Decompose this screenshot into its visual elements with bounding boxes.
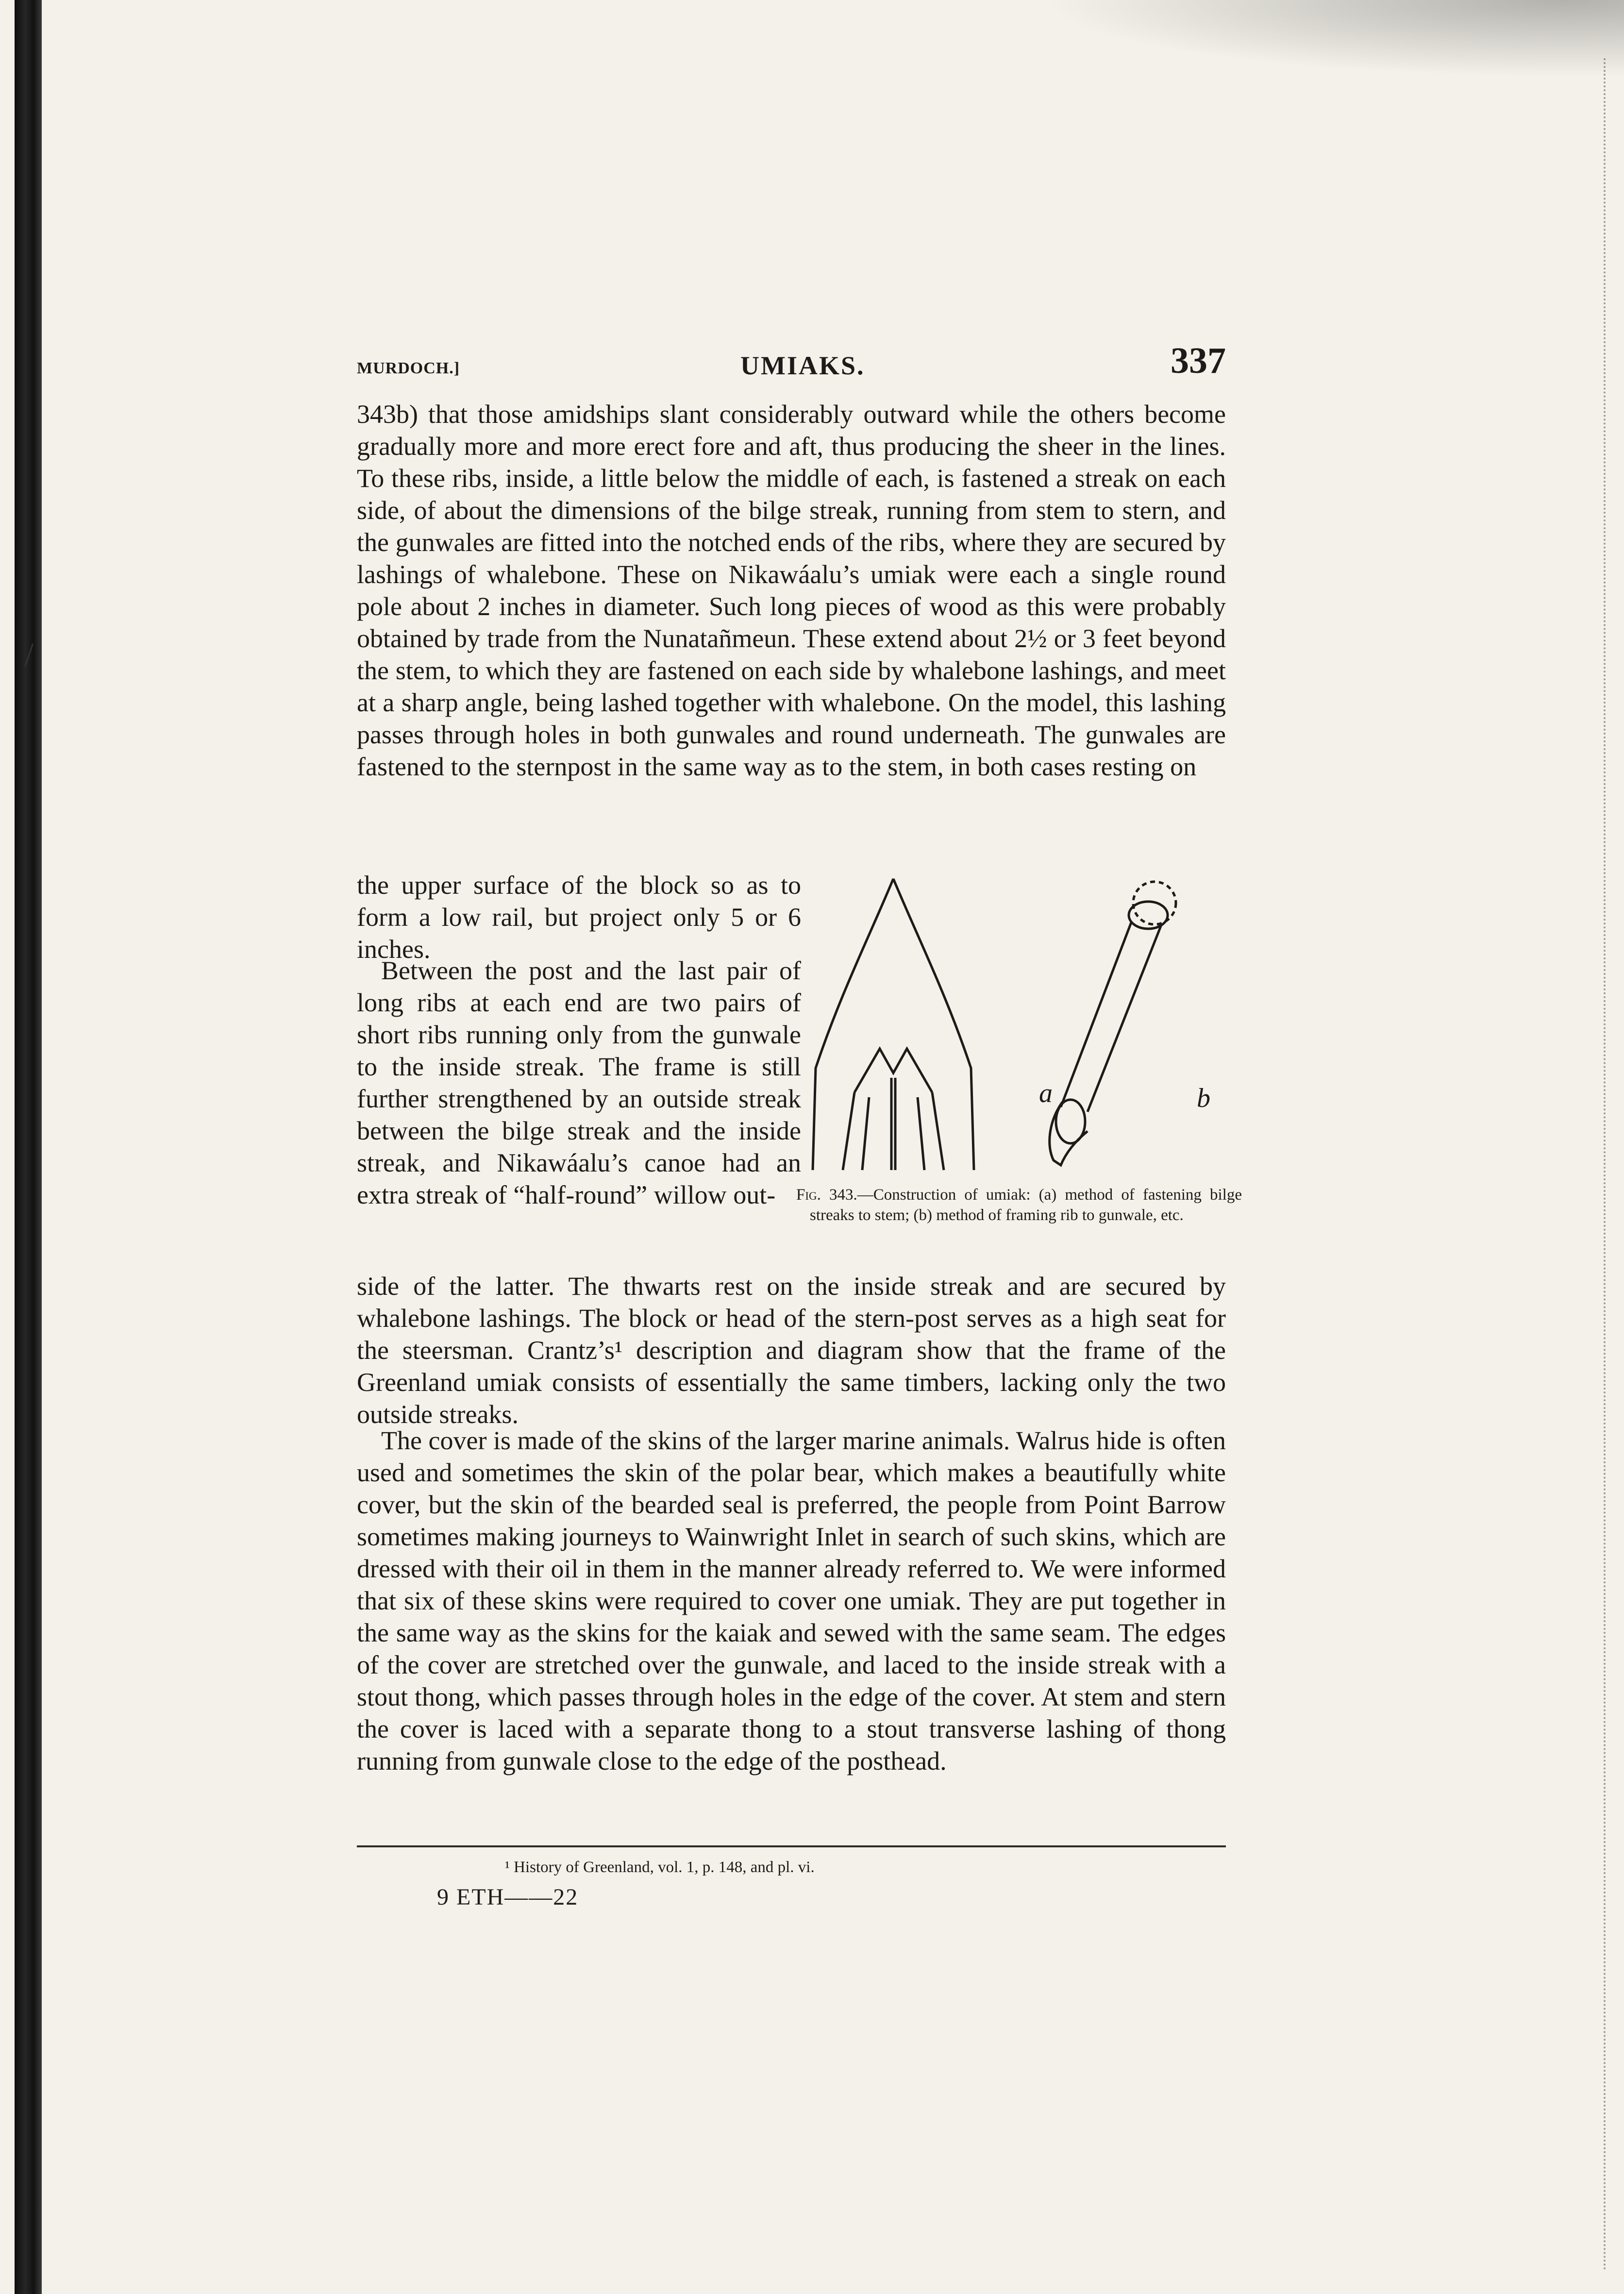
rib-drawing-b: [1050, 882, 1176, 1165]
figure-caption: [796, 1185, 1242, 1225]
paragraph-cover-text: The cover is made of the skins of the larger marine animals. Walrus hide is often used and sometimes the skin of the polar bear, which makes a beautifully white cover, but the skin of the bearded seal is preferred, the people from Point Barrow sometimes making journeys to Wainwright Inlet in search of such skins, which are dressed with their oil in them in the manner already referred to. We were informed that six of these skins were required to cover one umiak. They are put together in the same way as the skins for the kaiak and sewed with the same seam. The edges of the cover are stretched over the gunwale, and laced to the inside streak with a stout thong, which passes through holes in the edge of the cover. At stem and stern the cover is laced with a separate thong to a stout transverse lashing of thong running from gunwale close to the edge of the posthead.: [357, 1426, 1226, 1775]
margin-stray-mark: /: [24, 636, 34, 674]
figure-caption-number: Fig. 343.: [796, 1186, 857, 1204]
figure-label-a: a: [1039, 1078, 1053, 1108]
signature-mark: 9 ETH——22: [437, 1884, 579, 1910]
footnote: ¹ History of Greenland, vol. 1, p. 148, and pl. vi.: [505, 1859, 815, 1876]
scan-shadow: [1041, 0, 1624, 78]
page-number: 337: [1171, 340, 1226, 381]
running-header: [357, 340, 1226, 385]
figure-label-b: b: [1197, 1083, 1210, 1113]
book-binding-edge: [15, 0, 42, 2294]
figure-343: [796, 869, 1228, 1189]
paragraph-cover: [357, 1424, 1226, 1842]
footnote-rule: [357, 1845, 1226, 1847]
running-header-author: MURDOCH.]: [357, 359, 460, 377]
running-header-title: UMIAKS.: [740, 351, 865, 380]
umiak-construction-drawing: [796, 869, 1228, 1189]
page-edge-speckle: [1604, 58, 1611, 2272]
figure-caption-text: —Construction of umiak: (a) method of fastening bilge streaks to stem; (b) method of framing rib to gunwale, etc.: [810, 1186, 1242, 1224]
paragraph-low-rail: the upper surface of the block so as to form a low rail, but project only 5 or 6 inches.: [357, 871, 801, 964]
paragraph-thwarts: side of the latter. The thwarts rest on the inside streak and are secured by whalebone lashings. The block or head of the stern-post serves as a high seat for the steersman. Crantz’s¹ description and diagram show that the frame of the Greenland umiak consists of essentially the same timbers, lacking only the two outside streaks.: [357, 1272, 1226, 1429]
paragraph-short-ribs-text: Between the post and the last pair of long ribs at each end are two pairs of short ribs running only from the gunwale to the inside streak. The frame is still further strengthened by an outside streak between the bilge streak and the inside streak, and Nikawáalu’s canoe had an extra streak of “half-round” willow out-: [357, 956, 801, 1209]
paragraph-short-ribs: [357, 954, 801, 1275]
stem-drawing-a: [813, 879, 974, 1170]
paragraph-ribs-gunwales: 343b) that those amidships slant considerably outward while the others become gradually more and more erect fore and aft, thus producing the sheer in the lines. To these ribs, inside, a little below the middle of each, is fastened a streak on each side, of about the dimensions of the bilge streak, running from stem to stern, and the gunwales are fitted into the notched ends of the ribs, where they are secured by lashings of whalebone. These on Nikawáalu’s umiak were each a single round pole about 2 inches in diameter. Such long pieces of wood as this were probably obtained by trade from the Nunatañmeun. These extend about 2½ or 3 feet beyond the stem, to which they are fastened on each side by whalebone lashings, and meet at a sharp angle, being lashed together with whalebone. On the model, this lashing passes through holes in both gunwales and round underneath. The gunwales are fastened to the sternpost in the same way as to the stem, in both cases resting on: [357, 400, 1226, 781]
